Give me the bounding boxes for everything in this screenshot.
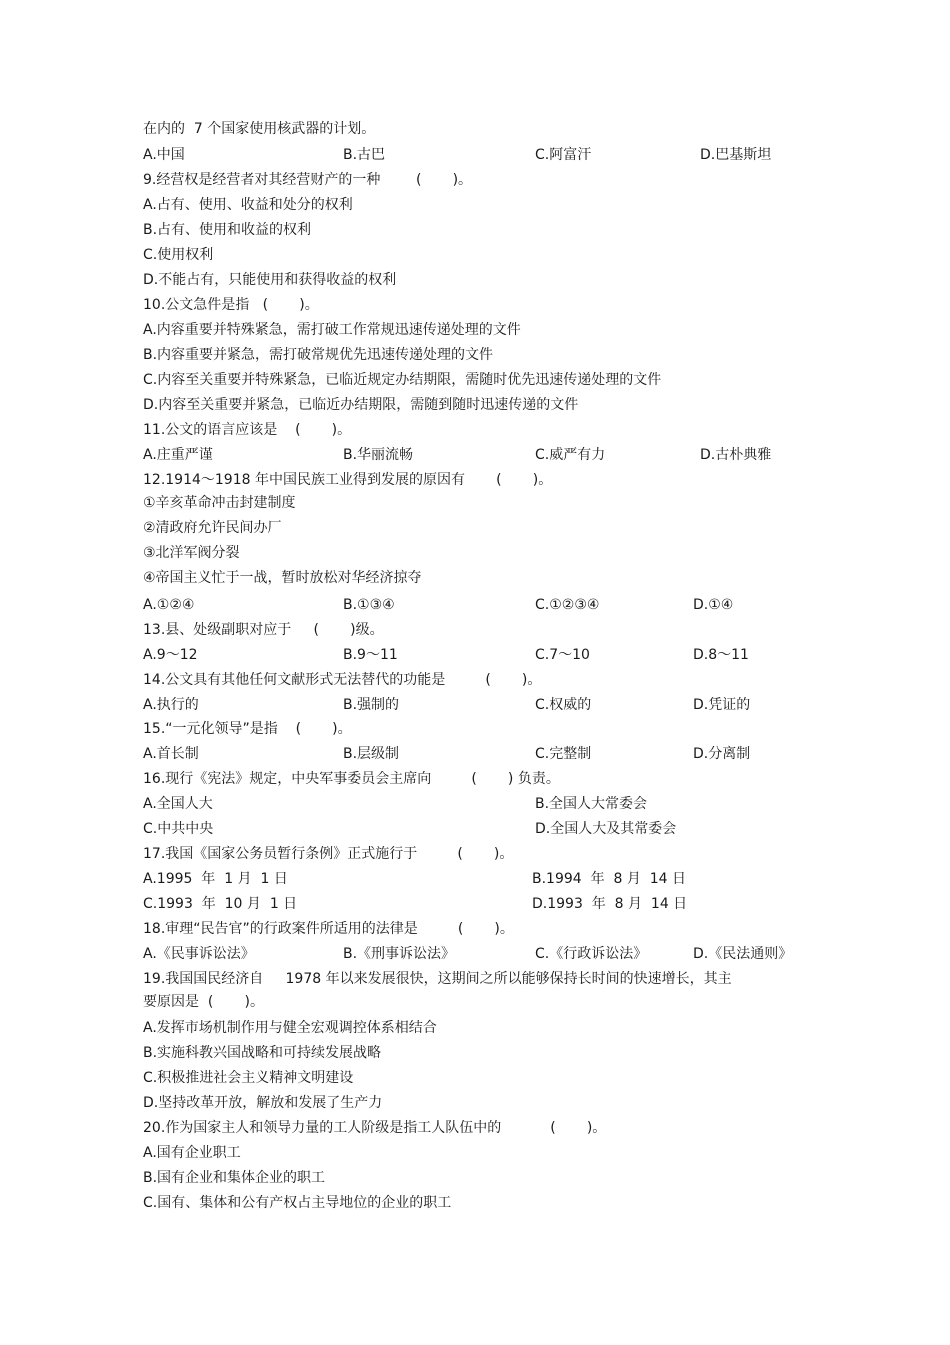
option-c: C.①②③④ <box>535 597 600 613</box>
statement-4: ④帝国主义忙于一战，暂时放松对华经济掠夺 <box>143 570 422 586</box>
option-d: D.巴基斯坦 <box>700 147 772 163</box>
option-a: A.首长制 <box>143 746 199 762</box>
option-d: D.坚持改革开放，解放和发展了生产力 <box>143 1095 383 1111</box>
question-19: 19.我国国民经济自 1978 年以来发展很快，这期间之所以能够保持长时间的快速增长，其主 <box>143 971 732 987</box>
question-15: 15.“一元化领导”是指 ( )。 <box>143 721 352 737</box>
option-c: C.《行政诉讼法》 <box>535 946 648 962</box>
option-b: B.内容重要并紧急，需打破常规优先迅速传递处理的文件 <box>143 347 494 363</box>
option-a: A.9～12 <box>143 647 198 663</box>
text-line: 在内的 7 个国家使用核武器的计划。 <box>143 121 376 137</box>
question-10: 10.公文急件是指 ( )。 <box>143 297 319 313</box>
option-a: A.①②④ <box>143 597 195 613</box>
option-c: C.内容至关重要并特殊紧急，已临近规定办结期限，需随时优先迅速传递处理的文件 <box>143 372 662 388</box>
option-b: B.占有、使用和收益的权利 <box>143 222 312 238</box>
question-9: 9.经营权是经营者对其经营财产的一种 ( )。 <box>143 172 473 188</box>
option-a: A.《民事诉讼法》 <box>143 946 255 962</box>
option-b: B.《刑事诉讼法》 <box>343 946 456 962</box>
option-c: C.阿富汗 <box>535 147 592 163</box>
option-c: C.中共中央 <box>143 821 214 837</box>
option-a: A.全国人大 <box>143 796 213 812</box>
option-d: D.《民法通则》 <box>693 946 793 962</box>
option-a: A.占有、使用、收益和处分的权利 <box>143 197 353 213</box>
question-11: 11.公文的语言应该是 ( )。 <box>143 422 352 438</box>
option-b: B.实施科教兴国战略和可持续发展战略 <box>143 1045 382 1061</box>
statement-3: ③北洋军阀分裂 <box>143 545 240 561</box>
question-17: 17.我国《国家公务员暂行条例》正式施行于 ( )。 <box>143 846 514 862</box>
option-d: D.分离制 <box>693 746 751 762</box>
option-a: A.内容重要并特殊紧急，需打破工作常规迅速传递处理的文件 <box>143 322 521 338</box>
option-b: B.层级制 <box>343 746 400 762</box>
option-d: D.内容至关重要并紧急，已临近办结期限，需随到随时迅速传递的文件 <box>143 397 579 413</box>
statement-1: ①辛亥革命冲击封建制度 <box>143 495 296 511</box>
option-c: C.使用权利 <box>143 247 214 263</box>
option-a: A.1995 年 1 月 1 日 <box>143 871 288 887</box>
option-b: B.古巴 <box>343 147 386 163</box>
question-13: 13.县、处级副职对应于 ( )级。 <box>143 622 384 638</box>
option-c: C.7～10 <box>535 647 590 663</box>
question-14: 14.公文具有其他任何文献形式无法替代的功能是 ( )。 <box>143 672 542 688</box>
question-16: 16.现行《宪法》规定，中央军事委员会主席向 ( ) 负责。 <box>143 771 560 787</box>
option-c: C.国有、集体和公有产权占主导地位的企业的职工 <box>143 1195 452 1211</box>
question-20: 20.作为国家主人和领导力量的工人阶级是指工人队伍中的 ( )。 <box>143 1120 607 1136</box>
option-b: B.全国人大常委会 <box>535 796 648 812</box>
option-b: B.9～11 <box>343 647 398 663</box>
option-a: A.执行的 <box>143 697 199 713</box>
option-d: D.古朴典雅 <box>700 447 772 463</box>
option-a: A.中国 <box>143 147 185 163</box>
option-b: B.国有企业和集体企业的职工 <box>143 1170 326 1186</box>
option-c: C.1993 年 10 月 1 日 <box>143 896 298 912</box>
option-a: A.国有企业职工 <box>143 1145 241 1161</box>
option-d: D.1993 年 8 月 14 日 <box>532 896 688 912</box>
question-19-cont: 要原因是 ( )。 <box>143 994 264 1010</box>
question-18: 18.审理“民告官”的行政案件所适用的法律是 ( )。 <box>143 921 514 937</box>
option-c: C.威严有力 <box>535 447 606 463</box>
option-b: B.强制的 <box>343 697 400 713</box>
option-d: D.①④ <box>693 597 734 613</box>
statement-2: ②清政府允许民间办厂 <box>143 520 282 536</box>
option-c: C.权威的 <box>535 697 592 713</box>
option-b: B.①③④ <box>343 597 395 613</box>
option-c: C.完整制 <box>535 746 592 762</box>
option-c: C.积极推进社会主义精神文明建设 <box>143 1070 354 1086</box>
option-d: D.不能占有，只能使用和获得收益的权利 <box>143 272 397 288</box>
question-12: 12.1914～1918 年中国民族工业得到发展的原因有 ( )。 <box>143 472 553 488</box>
option-d: D.全国人大及其常委会 <box>535 821 677 837</box>
option-b: B.华丽流畅 <box>343 447 414 463</box>
option-b: B.1994 年 8 月 14 日 <box>532 871 687 887</box>
option-d: D.凭证的 <box>693 697 751 713</box>
option-a: A.发挥市场机制作用与健全宏观调控体系相结合 <box>143 1020 437 1036</box>
option-a: A.庄重严谨 <box>143 447 213 463</box>
option-d: D.8～11 <box>693 647 749 663</box>
